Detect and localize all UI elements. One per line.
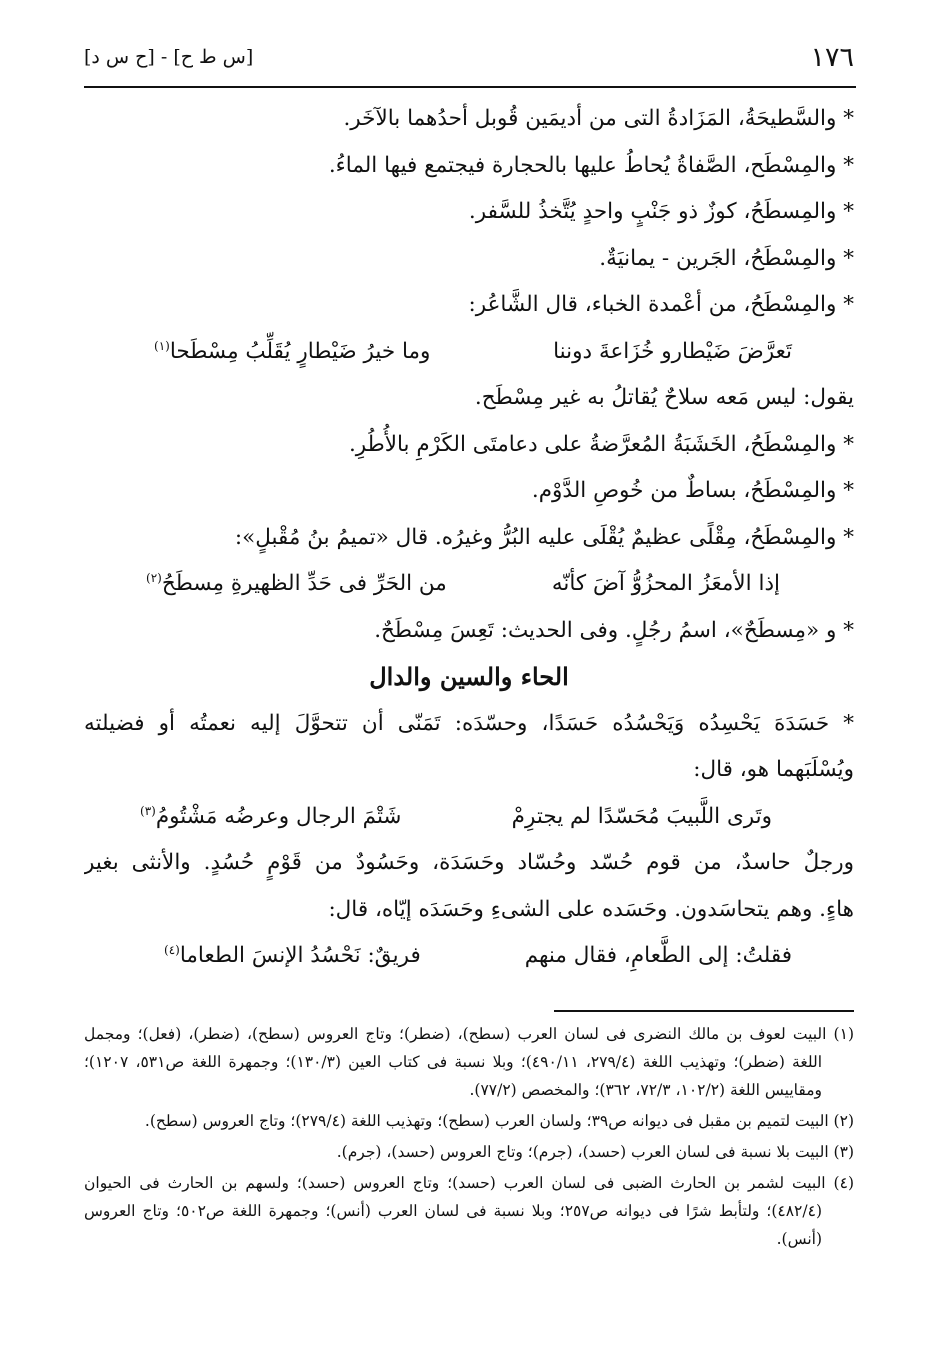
entry-line: * والمِسْطَحُ، الجَرين - يمانيَةٌ. bbox=[599, 245, 854, 271]
page-number: ١٧٦ bbox=[810, 42, 854, 73]
footnote-ref: (٢) bbox=[146, 570, 162, 585]
footnote: (٤) البيت لشمر بن الحارث الضبى فى لسان العرب (حسد)؛ وتاج العروس (حسد)؛ ولسهم بن الحارث فى الحيوان (٤٨٢/٤)؛ ولتأبط شرًا فى ديوانه ص٢٥٧؛ وبلا نسبة فى لسان العرب (أنس)؛ وجمهرة اللغة ص٥٠٢؛ وتاج العروس (أنس). bbox=[84, 1174, 854, 1248]
verse-first-hemistich: تَعرَّضَ ضَيْطارو خُزَاعةَ دوننا bbox=[553, 338, 792, 364]
entry-line: * والمِسْطَح، الصَّفاةُ يُحاطُ عليها بالحجارة فيجتمع فيها الماءُ. bbox=[328, 152, 854, 178]
entry-line: * والمِسطَحُ، كوزٌ ذو جَنْبٍ واحدٍ يُتَّخذُ للسَّفر. bbox=[468, 199, 854, 224]
footnote-ref: (٤) bbox=[164, 942, 180, 957]
verse bbox=[84, 933, 854, 980]
footnote-rule bbox=[554, 1010, 854, 1012]
verse-second-hemistich: فريقٌ: نَحْسُدُ الإنسَ الطعاما$^{(٤)}$ bbox=[164, 942, 421, 968]
footnote: (١) البيت لعوف بن مالك النضرى فى لسان العرب (سطح)، (ضطر)؛ وتاج العروس (سطح)، (ضطر)، (فعل)؛ ومجمل اللغة (ضطر)؛ وتهذيب اللغة (٢٧٩/٤، ٤٩٠/١١)؛ وبلا نسبة فى كتاب العين (١٣٠/٣)؛ وجمهرة اللغة ص٥٣١، ١٢٠٧)؛ ومقاييس اللغة (١٠٢/٢، ٧٢/٣، ٣٦٢)؛ والمخصص (٧٧/٢). bbox=[84, 1025, 854, 1099]
main-text bbox=[84, 96, 854, 980]
verse bbox=[84, 794, 854, 841]
verse bbox=[84, 561, 854, 608]
entry-line: * و «مِسطَحٌ»، اسمُ رجُلٍ. وفى الحديث: تَعِسَ مِسْطَحٌ. bbox=[374, 617, 854, 643]
verse-second-hemistich: من الحَرِّ فى حَدِّ الظهيرةِ مِسطَحُ$^{(٢)}$ bbox=[146, 570, 447, 596]
header-rule bbox=[84, 86, 856, 88]
footnote-ref: (٣) bbox=[140, 803, 156, 818]
verse-first-hemistich: فقلتُ: إلى الطَّعامِ، فقال منهم bbox=[524, 943, 792, 968]
entry-line: * والسَّطيحَةُ، المَزَادةُ التى من أديمَين قُوبل أحدُهما بالآخَر. bbox=[343, 106, 854, 131]
footnote-ref: (١) bbox=[154, 338, 170, 353]
paragraph-line: ويُسْلَبَهما هو، قال: bbox=[693, 757, 854, 782]
verse-second-hemistich: شَتْمَ الرجال وعرضُه مَشْتُومُ$^{(٣)}$ bbox=[140, 803, 402, 829]
verse-second-hemistich: وما خيرُ ضَيْطارٍ يُقَلِّبُ مِسْطَحا$^{(١)}$ bbox=[154, 338, 431, 364]
entry-line: * والمِسْطَحُ، بساطٌ من خُوصِ الدَّوْم. bbox=[531, 478, 854, 503]
footnote: (٢) البيت لتميم بن مقبل فى ديوانه ص٣٩؛ ولسان العرب (سطح)؛ وتهذيب اللغة (٢٧٩/٤)؛ وتاج العروس (سطح). bbox=[144, 1112, 854, 1130]
paragraph-line: * حَسَدَهَ يَحْسِدُه وَيَحْسُدُه حَسَدًا، وحسّدَه: تَمَنّى أن تتحوَّلَ إليه نعمتُه أو فضيلته bbox=[84, 710, 854, 736]
entry-line: * والمِسْطَحُ، مِقْلًى عظيمٌ يُقْلَى عليه البُرُّ وغيرُه. قال «تميمُ بنُ مُقْبلٍ»: bbox=[234, 524, 854, 550]
page-header bbox=[84, 40, 854, 82]
entry-line: يقول: ليس مَعه سلاحٌ يُقاتلُ به غير مِسْطَح. bbox=[474, 385, 854, 410]
verse-first-hemistich: إذا الأمعَزُ المحزُوُّ آضَ كأنّه bbox=[551, 571, 780, 596]
entry-line: * والمِسْطَحُ، من أعْمدة الخباء، قال الشَّاعُر: bbox=[468, 292, 854, 317]
section-heading: الحاء والسين والدال bbox=[369, 662, 569, 691]
paragraph-line: ورجلٌ حاسدٌ، من قوم حُسّد وحُسّاد وحَسَدَة، وحَسُودٌ من قَوْمٍ حُسُدٍ. والأنثى بغير bbox=[84, 850, 854, 875]
verse-first-hemistich: وتَرى اللَّبيبَ مُحَسّدًا لم يجترِمْ bbox=[511, 803, 772, 829]
root-range: [س ط ح] - [ح س د] bbox=[84, 46, 254, 68]
footnote: (٣) البيت بلا نسبة فى لسان العرب (حسد)، (جرم)؛ وتاج العروس (حسد)، (جرم). bbox=[336, 1143, 854, 1161]
footnotes bbox=[84, 1020, 854, 1256]
paragraph-line: هاءٍ. وهم يتحاسَدون. وحَسَده على الشىءِ وحَسَدَه إيّاه، قال: bbox=[328, 896, 854, 922]
entry-line: * والمِسْطَحُ، الخَشَبَةُ المُعرَّضةُ على دعامتَى الكَرْمِ بالأُطُرِ. bbox=[348, 431, 854, 457]
verse bbox=[84, 329, 854, 376]
